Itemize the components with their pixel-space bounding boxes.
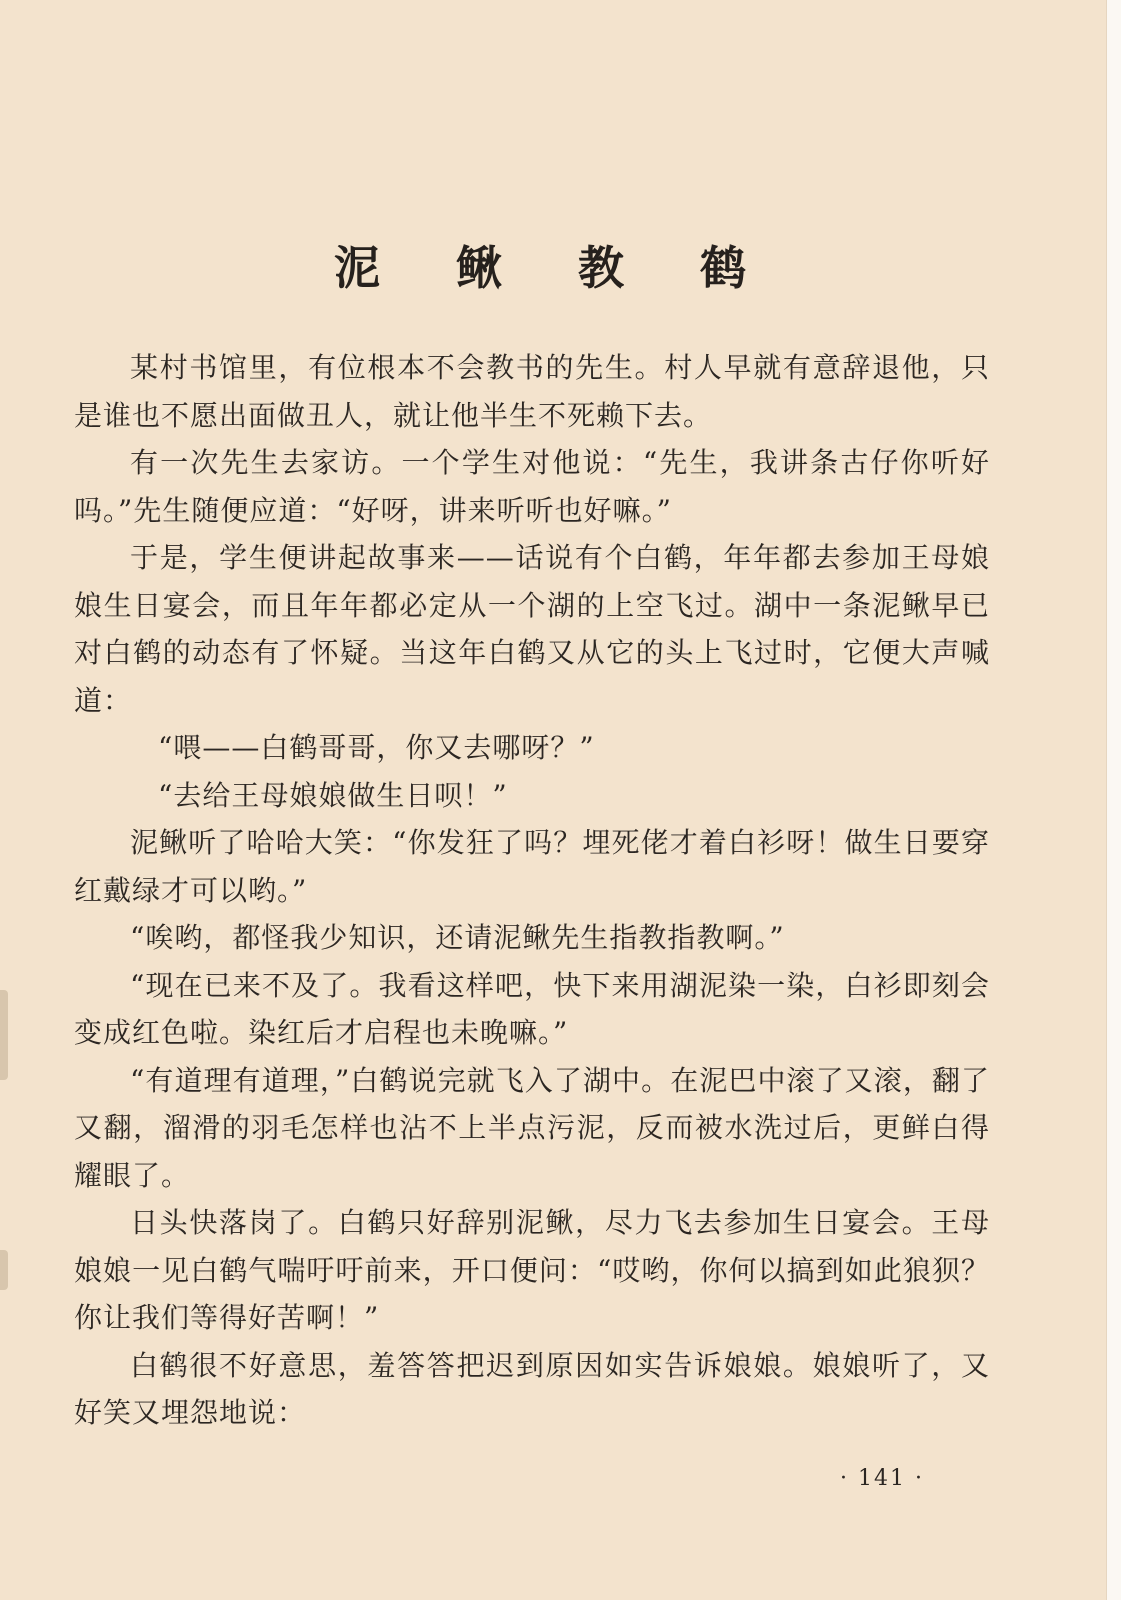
- paragraph: “唉哟，都怪我少知识，还请泥鳅先生指教指教啊。”: [130, 921, 785, 954]
- paragraph: 白鹤很不好意思，羞答答把迟到原因如实告诉娘娘。娘娘听了，又好笑又埋怨地说：: [74, 1348, 990, 1429]
- paragraph: 于是，学生便讲起故事来——话说有个白鹤，年年都去参加王母娘娘生日宴会，而且年年都必定从一个湖的上空飞过。湖中一条泥鳅早已对白鹤的动态有了怀疑。当这年白鹤又从它的头上飞过时，它便大声喊道：: [74, 541, 990, 717]
- torn-edge-mark: [0, 990, 8, 1080]
- dialogue-line: “喂——白鹤哥哥，你又去哪呀？”: [158, 731, 595, 764]
- paragraph: 某村书馆里，有位根本不会教书的先生。村人早就有意辞退他，只是谁也不愿出面做丑人，就让他半生不死赖下去。: [74, 351, 990, 432]
- dialogue-line: “去给王母娘娘做生日呗！”: [158, 778, 508, 812]
- paragraph: 有一次先生去家访。一个学生对他说：“先生，我讲条古仔你听好吗。”先生随便应道：“好呀，讲来听听也好嘛。”: [74, 446, 990, 527]
- page-edge: [1106, 0, 1121, 1600]
- page-number: · 141 ·: [840, 1466, 924, 1491]
- story-title: 泥 鳅 教 鹤: [333, 241, 777, 295]
- story-body: [74, 344, 990, 1437]
- paragraph: 泥鳅听了哈哈大笑：“你发狂了吗？埋死佬才着白衫呀！做生日要穿红戴绿才可以哟。”: [74, 826, 990, 907]
- paragraph: 日头快落岗了。白鹤只好辞别泥鳅，尽力飞去参加生日宴会。王母娘娘一见白鹤气喘吁吁前来，开口便问：“哎哟，你何以搞到如此狼狈？你让我们等得好苦啊！”: [74, 1206, 990, 1334]
- torn-edge-mark: [0, 1250, 8, 1290]
- paragraph: “现在已来不及了。我看这样吧，快下来用湖泥染一染，白衫即刻会变成红色啦。染红后才启程也未晚嘛。”: [74, 968, 990, 1049]
- paragraph: “有道理有道理，”白鹤说完就飞入了湖中。在泥巴中滚了又滚，翻了又翻，溜滑的羽毛怎样也沾不上半点污泥，反而被水洗过后，更鲜白得耀眼了。: [74, 1063, 990, 1192]
